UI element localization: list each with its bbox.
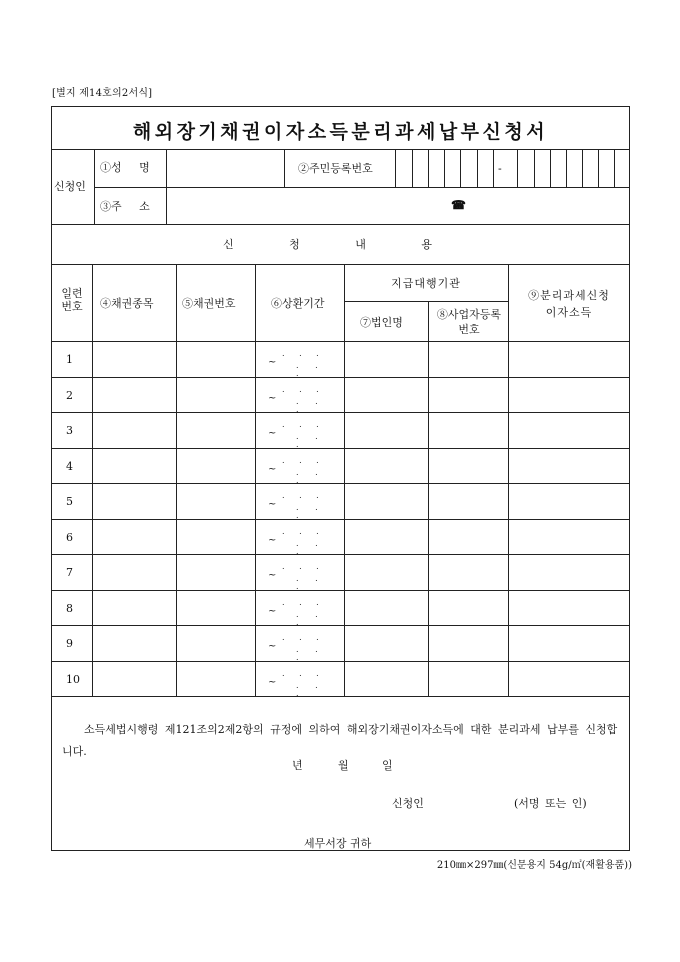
- period-start-dots: . . .: [282, 456, 325, 465]
- col-agency-group-header: 지급대행기관: [391, 277, 461, 290]
- declaration-text: 소득세법시행령 제121조의2제2항의 규정에 의하여 해외장기채권이자소득에 대한 분리과세 납부를 신청합니다.: [62, 723, 618, 758]
- period-start-dots: . . .: [282, 527, 325, 536]
- row-number: 3: [66, 424, 73, 437]
- col-bond-type-header: ④채권종목: [100, 297, 154, 310]
- period-start-dots: . . .: [282, 598, 325, 607]
- row-number: 2: [66, 389, 73, 402]
- rrn-label: ②주민등록번호: [298, 162, 373, 175]
- row-number: 9: [66, 637, 73, 650]
- period-tilde: ~: [268, 641, 277, 652]
- period-end-dots: . . .: [296, 645, 325, 662]
- col-biz-reg-header: ⑧사업자등록번호: [436, 308, 502, 336]
- details-header: 신 청 내 용: [223, 238, 458, 251]
- period-end-dots: . . .: [296, 503, 325, 520]
- col-redemption-header: ⑥상환기간: [271, 297, 325, 310]
- form-number: [별지 제14호의2서식]: [52, 88, 153, 99]
- address-field[interactable]: [167, 191, 627, 221]
- rrn-separator: -: [498, 162, 502, 175]
- period-tilde: ~: [268, 535, 277, 546]
- applicant-section-label: 신청인: [54, 180, 86, 193]
- redemption-period-field[interactable]: [268, 669, 342, 698]
- period-tilde: ~: [268, 428, 277, 439]
- redemption-period-field[interactable]: [268, 527, 342, 556]
- period-start-dots: . . .: [282, 562, 325, 571]
- period-end-dots: . . .: [296, 681, 325, 698]
- redemption-period-field[interactable]: [268, 420, 342, 449]
- row-number: 10: [66, 673, 80, 686]
- row-number: 6: [66, 531, 73, 544]
- period-tilde: ~: [268, 499, 277, 510]
- addressee: 세무서장 귀하: [304, 837, 372, 850]
- redemption-period-field[interactable]: [268, 633, 342, 662]
- row-number: 1: [66, 353, 73, 366]
- period-end-dots: . . .: [296, 610, 325, 627]
- date-year-label: 년: [292, 759, 303, 772]
- row-number: 8: [66, 602, 73, 615]
- period-tilde: ~: [268, 677, 277, 688]
- redemption-period-field[interactable]: [268, 562, 342, 591]
- paper-spec: 210㎜×297㎜(신문용지 54g/㎡(재활용품)): [436, 860, 632, 871]
- period-start-dots: . . .: [282, 385, 325, 394]
- period-tilde: ~: [268, 606, 277, 617]
- period-end-dots: . . .: [296, 468, 325, 485]
- redemption-period-field[interactable]: [268, 598, 342, 627]
- row-number: 4: [66, 460, 73, 473]
- form-title: 해외장기채권이자소득분리과세납부신청서: [132, 121, 549, 143]
- signature-note: (서명 또는 인): [514, 797, 587, 810]
- period-tilde: ~: [268, 393, 277, 404]
- period-end-dots: . . .: [296, 397, 325, 414]
- row-number: 5: [66, 495, 73, 508]
- col-corp-name-header: ⑦법인명: [360, 316, 403, 329]
- col-serial-header: 일련번호: [61, 287, 83, 313]
- period-start-dots: . . .: [282, 491, 325, 500]
- redemption-period-field[interactable]: [268, 349, 342, 378]
- address-label: ③주 소: [100, 200, 150, 213]
- period-tilde: ~: [268, 464, 277, 475]
- period-end-dots: . . .: [296, 432, 325, 449]
- period-start-dots: . . .: [282, 633, 325, 642]
- row-number: 7: [66, 566, 73, 579]
- period-end-dots: . . .: [296, 539, 325, 556]
- period-start-dots: . . .: [282, 669, 325, 678]
- col-bond-number-header: ⑤채권번호: [182, 297, 236, 310]
- telephone-icon: ☎: [451, 198, 466, 212]
- period-start-dots: . . .: [282, 349, 325, 358]
- signature-applicant-label: 신청인: [392, 797, 424, 810]
- redemption-period-field[interactable]: [268, 456, 342, 485]
- application-form: [51, 106, 630, 851]
- date-month-label: 월: [338, 759, 349, 772]
- period-tilde: ~: [268, 357, 277, 368]
- redemption-period-field[interactable]: [268, 385, 342, 414]
- period-end-dots: . . .: [296, 361, 325, 378]
- date-day-label: 일: [382, 759, 393, 772]
- col-separate-tax-header: ⑨분리과세신청이자소득: [528, 289, 610, 319]
- redemption-period-field[interactable]: [268, 491, 342, 520]
- period-end-dots: . . .: [296, 574, 325, 591]
- name-field[interactable]: [167, 155, 283, 185]
- name-label: ①성 명: [100, 161, 150, 174]
- period-start-dots: . . .: [282, 420, 325, 429]
- period-tilde: ~: [268, 570, 277, 581]
